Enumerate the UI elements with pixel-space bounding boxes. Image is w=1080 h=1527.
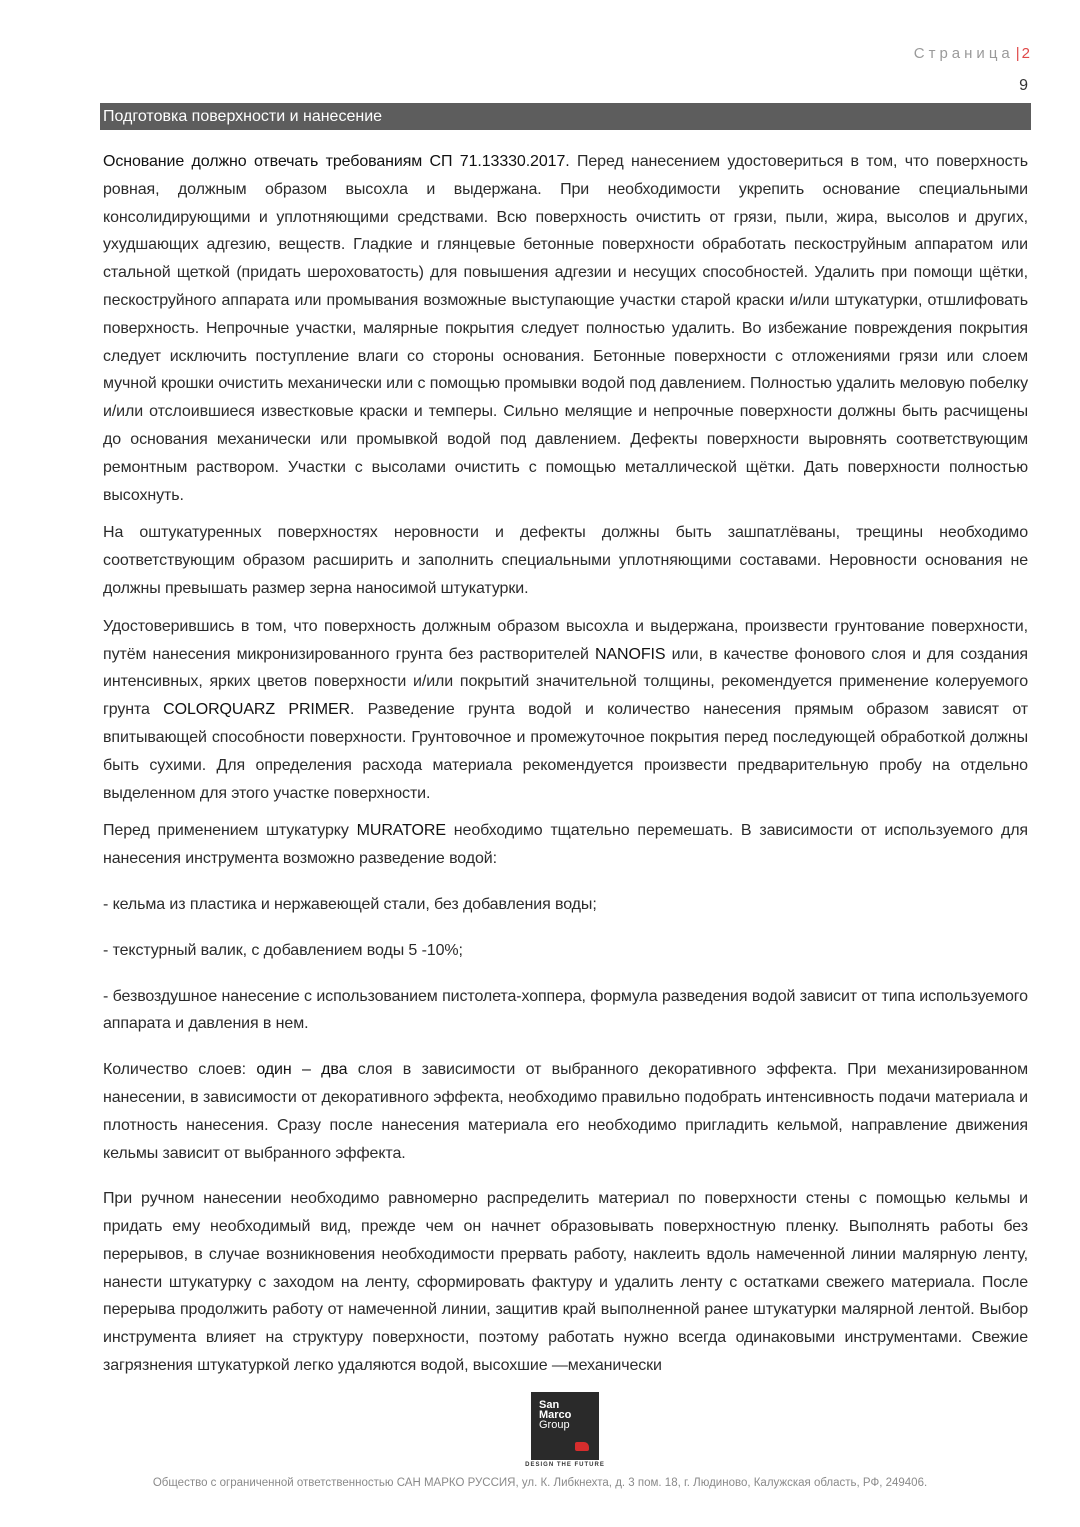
paragraph-text: или, в качестве фонового слоя и для создания интенсивных, ярких цветов поверхности и/или покрытий значительной толщины, рекомендуется применение колеруемого грунта <box>103 645 1028 719</box>
paragraph-text: необходимо тщательно перемешать. В зависимости от используемого для нанесения инструмента возможно разведение водой: <box>103 822 1028 868</box>
list-item: - безвоздушное нанесение с использованием пистолета-хоппера, формула разведения водой зависит от типа используемого аппарата и давления в нем. <box>103 987 1028 1033</box>
document-body <box>103 148 1028 1390</box>
footer-address: Общество с ограниченной ответственностью САН МАРКО РУССИЯ, ул. К. Либкнехта, д. 3 пом. 18, г. Людиново, Калужская область, РФ, 249406. <box>152 1477 928 1489</box>
layer-count: один – два <box>256 1061 348 1079</box>
paragraph-layers <box>103 1056 1028 1167</box>
page-header <box>914 45 1030 63</box>
page-label-text: Страница <box>913 45 1014 62</box>
logo-line: Marco <box>539 1409 572 1421</box>
product-name-muratore: MURATORE <box>356 822 446 840</box>
page-label-separator: | <box>1015 45 1020 62</box>
paragraph-plastered-surfaces: На оштукатуренных поверхностях неровности и дефекты должны быть зашпатлёваны, трещины необходимо соответствующим образом расширить и заполнить специальными уплотняющими составами. Неровности основания не должны превышать размер зерна наносимой штукатурки. <box>103 524 1028 597</box>
page-index: 2 <box>1021 45 1030 62</box>
paragraph-lead: Основание должно отвечать требованиям СП 71.13330.2017. <box>103 153 570 170</box>
logo-text <box>539 1400 571 1430</box>
logo-line: Group <box>539 1419 570 1431</box>
paragraph-text: слоя в зависимости от выбранного декоративного эффекта. При механизированном нанесении, в зависимости от декоративного эффекта, необходимо правильно подобрать интенсивность подачи материала и плотность нанесения. Сразу после нанесения материала его необходимо пригладить кельмой, направление движения кельмы зависит от выбранного эффекта. <box>103 1061 1028 1162</box>
paragraph-text: Удостоверившись в том, что поверхность должным образом высохла и выдержана, произвести грунтование поверхности, путём нанесения микронизированного грунта без растворителей <box>103 617 1028 663</box>
paragraph-manual-application: При ручном нанесении необходимо равномерно распределить материал по поверхности стены с помощью кельмы и придать ему необходимый вид, прежде чем он начнет образовывать поверхностную пленку. Выполнять работы без перерывов, в случае возникновения необходимости прервать работу, наклеить вдоль намеченной линии малярную ленту, нанести штукатурку с заходом на ленту, сформировать фактуру и удалить ленту с остатками свежего материала. После перерыва продолжить работу от намеченной линии, защитив край выполненной ранее штукатурки малярной лентой. Выбор инструмента влияет на структуру поверхности, поэтому работать нужно всегда одинаковыми инструментами. Свежие загрязнения штукатуркой легко удаляются водой, высохшие —механически <box>103 1190 1028 1375</box>
list-item: - текстурный валик, с добавлением воды 5 -10%; <box>103 941 463 959</box>
page-number: 9 <box>1019 77 1028 94</box>
paragraph-text: Перед применением штукатурку <box>103 822 357 840</box>
product-name-colorquarz-primer: COLORQUARZ PRIMER <box>163 701 350 719</box>
paragraph-mixing <box>103 817 1028 873</box>
product-name-nanofis: NANOFIS <box>595 645 666 663</box>
bull-icon <box>575 1442 589 1451</box>
paragraph-priming <box>103 613 1028 808</box>
list-item: - кельма из пластика и нержавеющей стали, без добавления воды; <box>103 895 597 913</box>
section-title: Подготовка поверхности и нанесение <box>100 103 1031 130</box>
paragraph-text: Количество слоев: <box>103 1061 257 1079</box>
paragraph-text: . Разведение грунта водой и количество нанесения прямым образом зависят от впитывающей способности поверхности. Грунтовочное и промежуточное покрытия перед последующей обработкой должны быть сухими. Для определения расхода материала рекомендуется произвести предварительную пробу на отдельно выделенном для этого участке поверхности. <box>103 701 1028 802</box>
logo-tagline: DESIGN THE FUTURE <box>525 1462 605 1468</box>
paragraph-text: Перед нанесением удостовериться в том, что поверхность ровная, должным образом высохла и выдержана. При необходимости укрепить основание специальными консолидирующими и уплотняющими средствами. Всю поверхность очистить от грязи, пыли, жира, высолов и других, ухудшающих адгезию, веществ. Гладкие и глянцевые бетонные поверхности обработать пескоструйным аппаратом или стальной щеткой (придать шероховатость) для повышения адгезии и несущих способностей. Удалить при помощи щётки, пескоструйного аппарата или промывания возможные выступающие участки старой краски и/или штукатурки, отшлифовать поверхность. Непрочные участки, малярные покрытия следует полностью удалить. Во избежание повреждения покрытия следует исключить поступление влаги со стороны основания. Бетонные поверхности с отложениями грязи или слоем мучной крошки очистить механически или с помощью промывки водой под давлением. Полностью удалить меловую побелку и/или отслоившиеся известковые краски и темперы. Сильно мелящие и непрочные поверхности должны быть расчищены до основания механически или промывкой водой под давлением. Дефекты поверхности выровнять соответствующим ремонтным раствором. Участки с высолами очистить с помощью металлической щётки. Дать поверхности полностью высохнуть. <box>103 153 1028 504</box>
company-logo <box>531 1392 599 1460</box>
logo-line: San <box>539 1399 560 1411</box>
paragraph-base-requirements <box>103 148 1028 509</box>
page-label <box>914 45 1030 62</box>
